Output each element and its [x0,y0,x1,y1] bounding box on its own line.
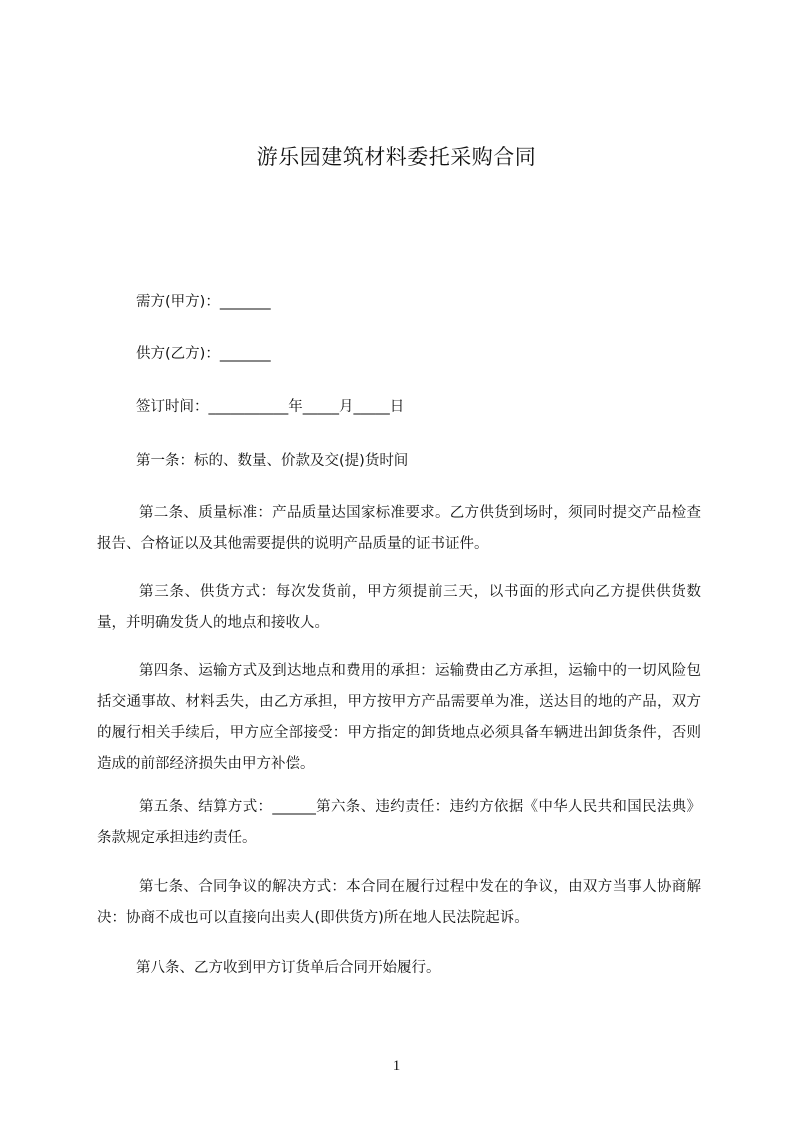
clause-8: 第八条、乙方收到甲方订货单后合同开始履行。 [136,960,441,976]
clause-1: 第一条：标的、数量、价款及交(提)货时间 [136,453,409,469]
clause-4: 第四条、运输方式及到达地点和费用的承担：运输费由乙方承担，运输中的一切风险包括交通事故、材料丢失，由乙方承担，甲方按甲方产品需要单为准，送达目的地的产品，双方的履行相关手续后，甲方应全部接受：甲方指定的卸货地点必须具备车辆进出卸货条件，否则造成的前部经济损失由甲方补偿。 [97,663,701,772]
signing-time-line: 签订时间：___________年_____月_____日 [136,399,405,415]
buyer-line: 需方(甲方)：_______ [136,294,271,310]
clause-7: 第七条、合同争议的解决方式：本合同在履行过程中发在的争议，由双方当事人协商解决：协商不成也可以直接向出卖人(即供货方)所在地人民法院起诉。 [97,879,701,926]
page-number: 1 [392,1058,401,1074]
supplier-line: 供方(乙方)：_______ [136,346,271,362]
clause-2: 第二条、质量标准：产品质量达国家标准要求。乙方供货到场时，须同时提交产品检查报告、合格证以及其他需要提供的说明产品质量的证书证件。 [97,505,701,552]
clause-3: 第三条、供货方式：每次发货前，甲方须提前三天，以书面的形式向乙方提供供货数量，并明确发货人的地点和接收人。 [97,584,701,631]
document-title: 游乐园建筑材料委托采购合同 [256,145,537,169]
clause-5-6: 第五条、结算方式：______第六条、违约责任：违约方依据《中华人民共和国民法典》条款规定承担违约责任。 [97,799,701,846]
